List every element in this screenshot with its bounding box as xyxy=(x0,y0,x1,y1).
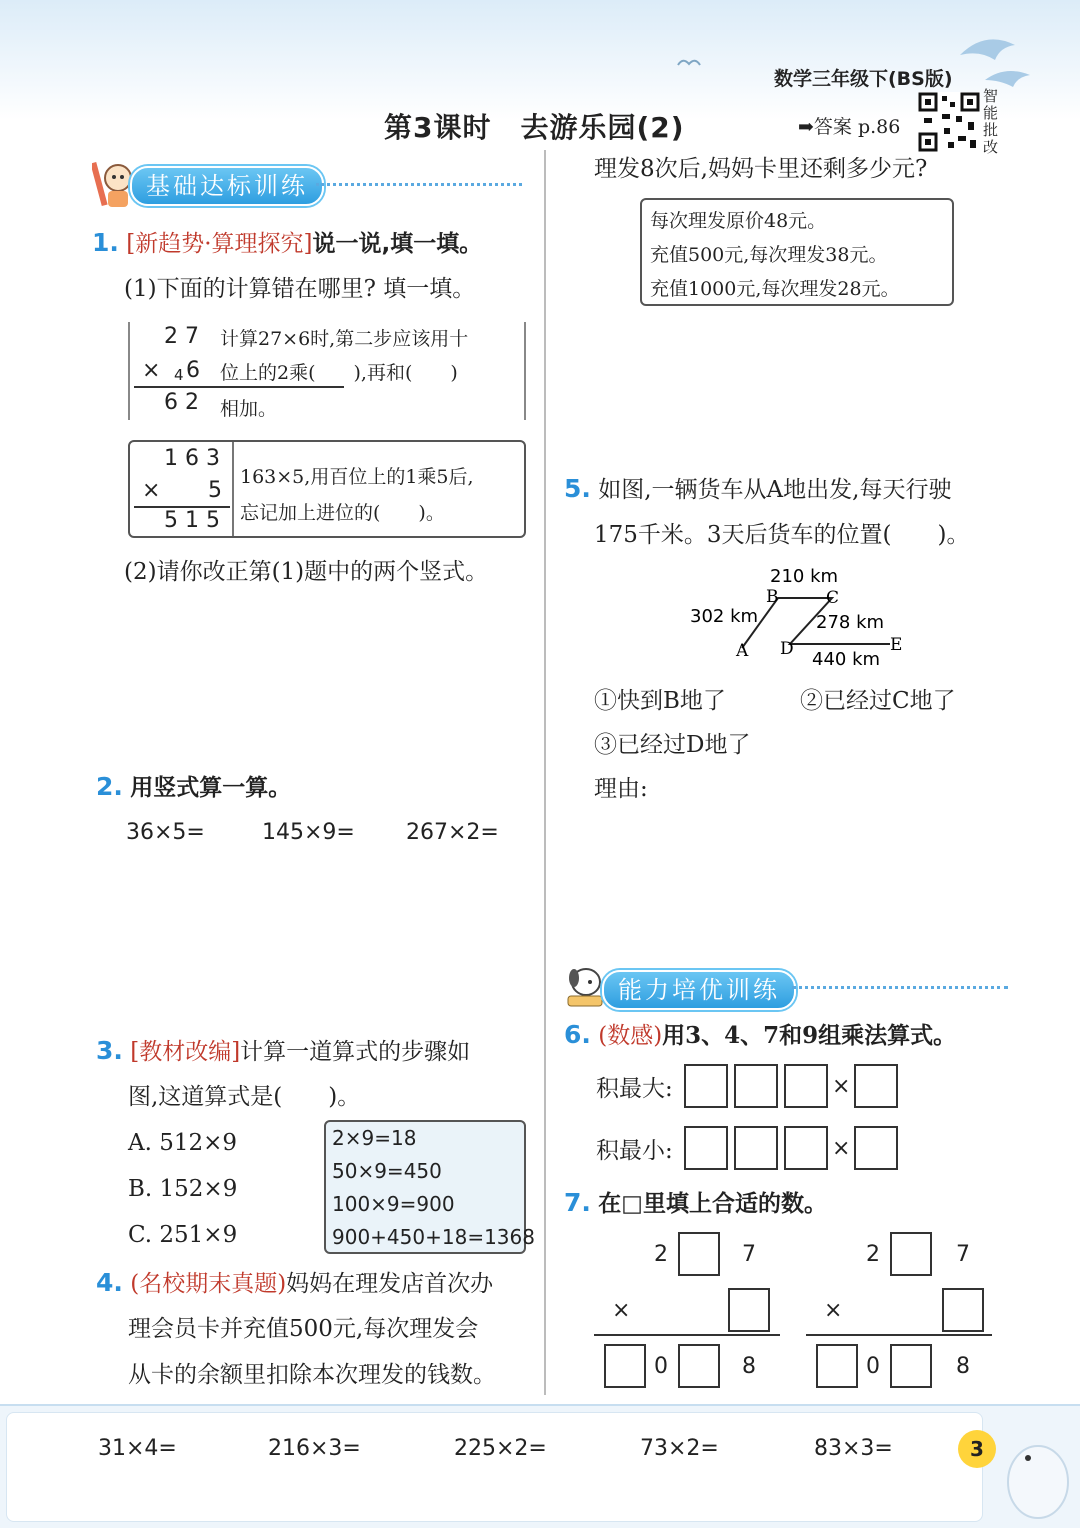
q3-step-4: 900+450+18=1368 xyxy=(332,1225,535,1249)
q6-min-digit-3[interactable] xyxy=(784,1126,828,1170)
q7b-blank-result-3[interactable] xyxy=(890,1344,932,1388)
q1-calc1-box xyxy=(128,322,526,420)
q5-line2: 175千米。3天后货车的位置( )。 xyxy=(594,522,970,548)
calc1-explain-2: 位上的2乘( ),再和( ) xyxy=(220,362,458,384)
q7b-result-2: 0 xyxy=(866,1354,880,1379)
footer-item-5: 83×3= xyxy=(814,1436,893,1461)
q6-max-digit-3[interactable] xyxy=(784,1064,828,1108)
seal-mascot-icon xyxy=(998,1420,1074,1520)
label-ab: 302 km xyxy=(690,606,759,627)
footer-item-4: 73×2= xyxy=(640,1436,719,1461)
q1-heading: 1. [新趋势·算理探究]说一说,填一填。 xyxy=(92,228,483,257)
q4-info-1: 每次理发原价48元。 xyxy=(650,210,827,232)
calc1-carry: 4 xyxy=(174,366,184,384)
q7-heading: 7. 在□里填上合适的数。 xyxy=(564,1188,827,1217)
q3-step-3: 100×9=900 xyxy=(332,1192,455,1216)
qr-code[interactable] xyxy=(918,92,980,152)
q4-line4: 理发8次后,妈妈卡里还剩多少元? xyxy=(594,156,928,182)
q7b-blank-multiplier[interactable] xyxy=(942,1288,984,1332)
label-d: D xyxy=(780,639,794,659)
q5-heading: 5. 如图,一辆货车从A地出发,每天行驶 xyxy=(564,474,952,503)
q6-min-times: × xyxy=(832,1136,851,1161)
calc1-line xyxy=(134,386,344,388)
label-a: A xyxy=(736,641,749,661)
q7a-digit-3: 7 xyxy=(742,1242,756,1267)
answer-ref: ➡答案 p.86 xyxy=(798,116,901,138)
page-title: 第3课时 去游乐园(2) xyxy=(384,111,685,144)
calc2-explain-1: 163×5,用百位上的1乘5后, xyxy=(240,466,474,488)
q7b-operator: × xyxy=(824,1298,843,1323)
calc2-row2: 5 xyxy=(208,478,222,503)
q7a-operator: × xyxy=(612,1298,631,1323)
q6-max-digit-4[interactable] xyxy=(854,1064,898,1108)
q7b-result-4: 8 xyxy=(956,1354,970,1379)
bird-icon xyxy=(676,55,702,71)
q6-max-times: × xyxy=(832,1074,851,1099)
column-divider xyxy=(544,150,546,1395)
q6-max-label: 积最大: xyxy=(596,1076,673,1102)
label-b: B xyxy=(766,587,779,607)
book-title: 数学三年级下(BS版) xyxy=(774,68,953,90)
q7a-blank-multiplier[interactable] xyxy=(728,1288,770,1332)
q5-option-3: ③已经过D地了 xyxy=(594,732,751,758)
q2-heading: 2. 用竖式算一算。 xyxy=(96,772,292,801)
q7a-blank-result-3[interactable] xyxy=(678,1344,720,1388)
calc2-explain-2: 忘记加上进位的( )。 xyxy=(240,502,445,524)
label-de: 440 km xyxy=(812,649,881,670)
q1-calc2-box xyxy=(128,440,526,538)
calc2-separator xyxy=(232,442,234,536)
q7b-blank-result-1[interactable] xyxy=(816,1344,858,1388)
q6-heading: 6. (数感)用3、4、7和9组乘法算式。 xyxy=(564,1020,957,1049)
label-cd: 278 km xyxy=(816,612,885,633)
q1-sub2: (2)请你改正第(1)题中的两个竖式。 xyxy=(124,559,489,585)
label-bc: 210 km xyxy=(770,566,839,587)
q6-min-digit-1[interactable] xyxy=(684,1126,728,1170)
footer-item-3: 225×2= xyxy=(454,1436,547,1461)
footer-item-2: 216×3= xyxy=(268,1436,361,1461)
cat-mascot-icon xyxy=(92,158,134,212)
q3-step-2: 50×9=450 xyxy=(332,1159,442,1183)
calc1-row1: 2 7 xyxy=(164,324,199,349)
label-c: C xyxy=(826,588,840,608)
q7a-blank-top[interactable] xyxy=(678,1232,720,1276)
page-number: 3 xyxy=(958,1430,996,1468)
footer-panel xyxy=(6,1412,983,1522)
dolphin-icon xyxy=(955,25,1035,95)
q6-min-digit-2[interactable] xyxy=(734,1126,778,1170)
q4-info-box xyxy=(640,198,954,306)
q7b-blank-top[interactable] xyxy=(890,1232,932,1276)
section-dots-2 xyxy=(792,986,1008,989)
q3-option-a: A. 512×9 xyxy=(128,1130,238,1156)
q7b-digit-1: 2 xyxy=(866,1242,880,1267)
calc2-result: 5 1 5 xyxy=(164,508,220,533)
q7a-result-2: 0 xyxy=(654,1354,668,1379)
section-ability-badge: 能力培优训练 xyxy=(602,970,796,1010)
q3-step-1: 2×9=18 xyxy=(332,1126,417,1150)
q7b-line xyxy=(806,1334,992,1336)
q6-min-digit-4[interactable] xyxy=(854,1126,898,1170)
label-e: E xyxy=(890,635,903,655)
route-diagram xyxy=(680,560,920,672)
calc1-explain-1: 计算27×6时,第二步应该用十 xyxy=(220,328,469,350)
qr-label: 智能批改 xyxy=(983,87,999,156)
q6-max-digit-1[interactable] xyxy=(684,1064,728,1108)
q7a-digit-1: 2 xyxy=(654,1242,668,1267)
calc1-explain-3: 相加。 xyxy=(220,398,278,420)
q4-info-3: 充值1000元,每次理发28元。 xyxy=(650,278,900,300)
q3-option-c: C. 251×9 xyxy=(128,1222,238,1248)
q6-min-label: 积最小: xyxy=(596,1138,673,1164)
q5-reason: 理由: xyxy=(594,776,648,802)
q4-line3: 从卡的余额里扣除本次理发的钱数。 xyxy=(128,1362,496,1388)
calc1-operator: × xyxy=(142,358,161,383)
q3-line2: 图,这道算式是( )。 xyxy=(128,1084,361,1110)
q5-option-1: ①快到B地了 xyxy=(594,688,726,714)
q2-item-1: 36×5= xyxy=(126,820,205,845)
q1-sub1: (1)下面的计算错在哪里? 填一填。 xyxy=(124,276,476,302)
q7a-result-4: 8 xyxy=(742,1354,756,1379)
q4-info-2: 充值500元,每次理发38元。 xyxy=(650,244,888,266)
q7b-digit-3: 7 xyxy=(956,1242,970,1267)
q4-heading: 4. (名校期末真题)妈妈在理发店首次办 xyxy=(96,1268,494,1297)
calc2-operator: × xyxy=(142,478,161,503)
q3-option-b: B. 152×9 xyxy=(128,1176,238,1202)
q3-steps-box xyxy=(324,1120,535,1254)
q3-heading: 3. [教材改编]计算一道算式的步骤如 xyxy=(96,1036,471,1065)
calc1-row2: 6 xyxy=(186,358,200,383)
q2-item-2: 145×9= xyxy=(262,820,355,845)
q5-option-2: ②已经过C地了 xyxy=(800,688,956,714)
q7a-line xyxy=(594,1334,780,1336)
q4-line2: 理会员卡并充值500元,每次理发会 xyxy=(128,1316,479,1342)
q7a-blank-result-1[interactable] xyxy=(604,1344,646,1388)
footer-item-1: 31×4= xyxy=(98,1436,177,1461)
section-basic-badge: 基础达标训练 xyxy=(130,166,324,206)
calc1-result: 6 2 xyxy=(164,390,199,415)
section-dots xyxy=(316,183,522,186)
q2-item-3: 267×2= xyxy=(406,820,499,845)
calc2-row1: 1 6 3 xyxy=(164,446,220,471)
arrow-right-icon: ➡ xyxy=(798,116,814,138)
q6-max-digit-2[interactable] xyxy=(734,1064,778,1108)
